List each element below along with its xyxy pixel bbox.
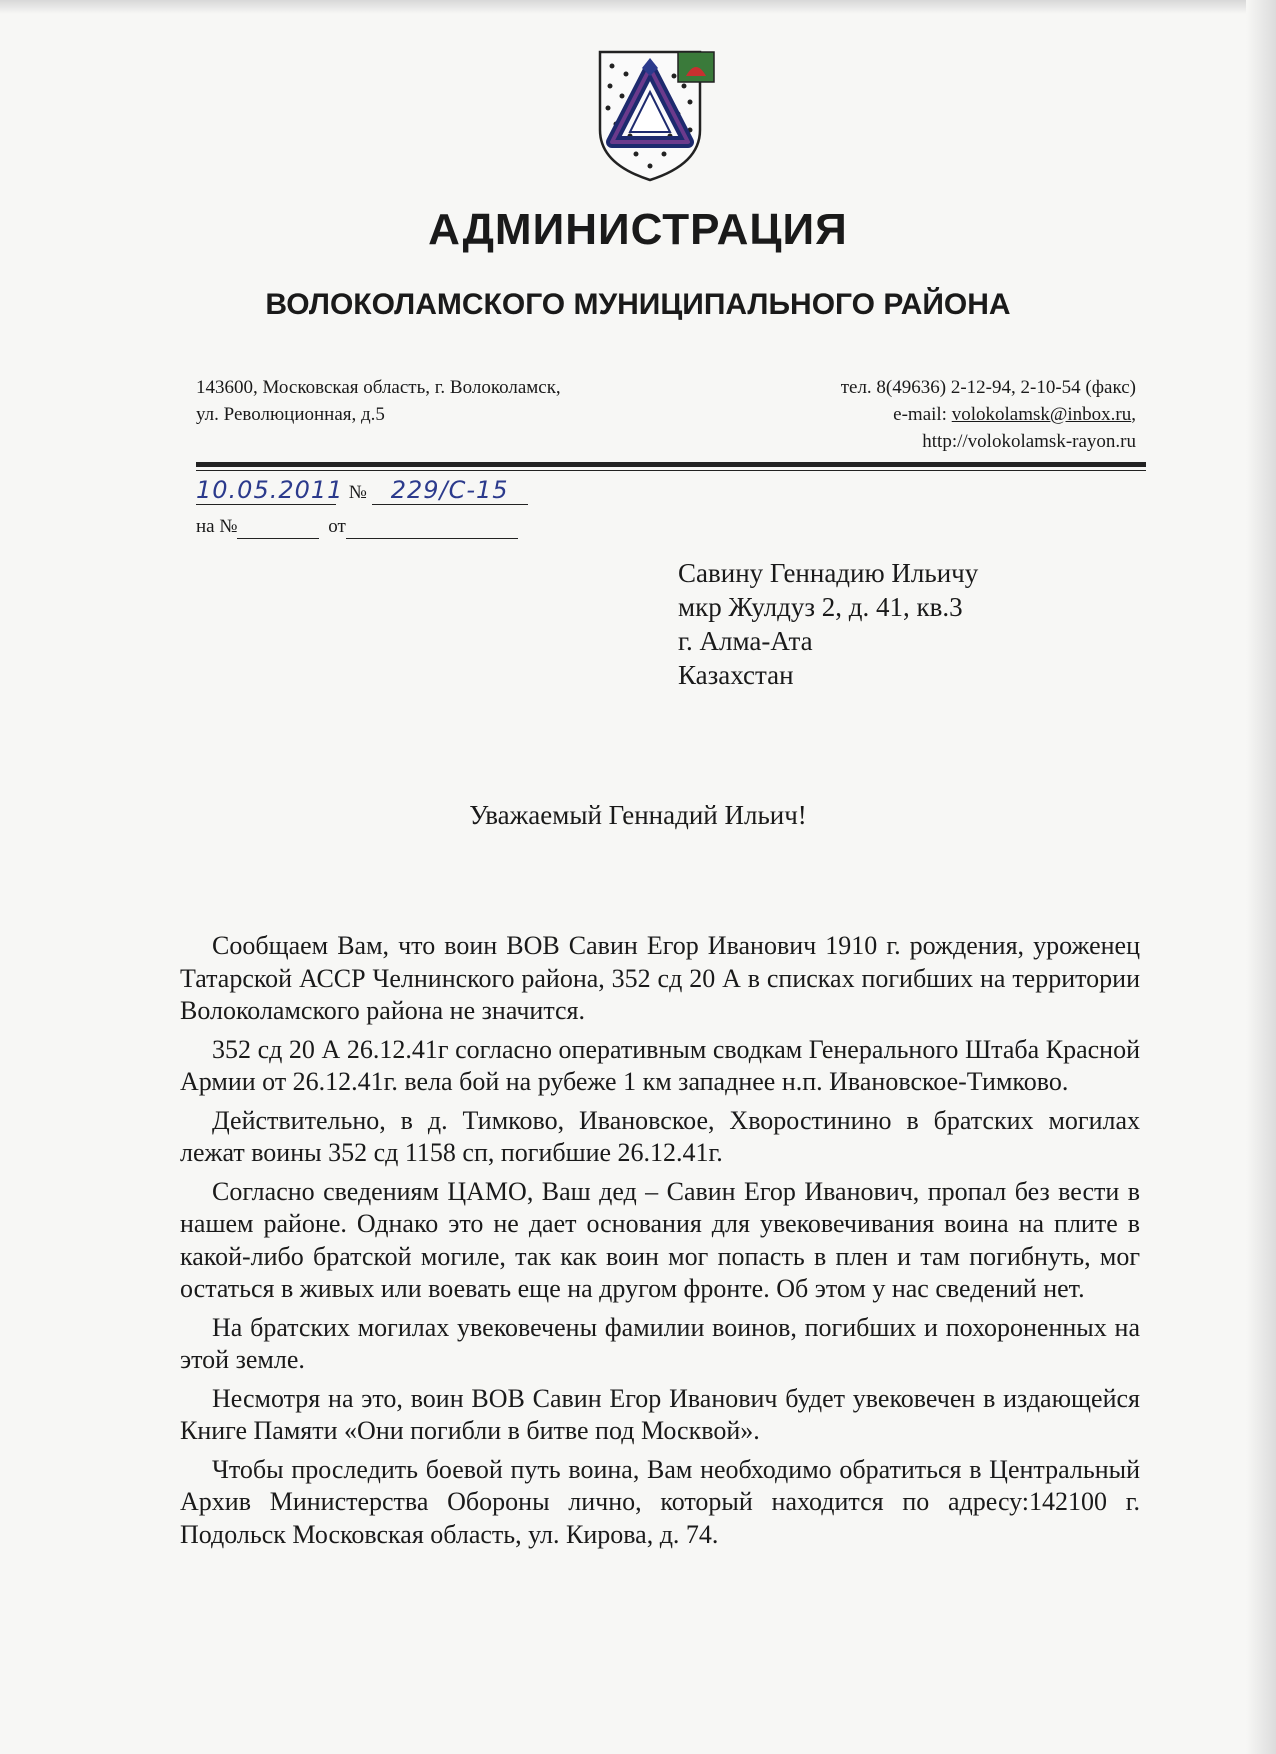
email-label: e-mail: bbox=[893, 404, 952, 425]
org-subtitle: ВОЛОКОЛАМСКОГО МУНИЦИПАЛЬНОГО РАЙОНА bbox=[265, 288, 1011, 321]
incoming-reference bbox=[196, 516, 518, 539]
salutation: Уважаемый Геннадий Ильич! bbox=[469, 800, 807, 830]
recipient-city: г. Алма-Ата bbox=[678, 626, 813, 656]
website-link[interactable]: http://volokolamsk-rayon.ru bbox=[922, 431, 1136, 452]
email-link[interactable]: volokolamsk@inbox.ru bbox=[951, 404, 1132, 425]
scan-edge-top bbox=[0, 0, 1276, 14]
recipient-block bbox=[678, 556, 978, 692]
recipient-name: Савину Геннадию Ильичу bbox=[678, 558, 979, 588]
reply-number-blank bbox=[237, 516, 319, 539]
scan-edge-right bbox=[1246, 0, 1276, 1754]
number-label: № bbox=[348, 482, 367, 503]
header-divider-thick bbox=[196, 462, 1146, 467]
recipient-country: Казахстан bbox=[678, 660, 794, 690]
letter-body bbox=[180, 930, 1140, 1557]
reply-from-label: от bbox=[328, 516, 346, 537]
paragraph: Действительно, в д. Тимково, Ивановское, Хворостинино в братских могилах лежат воины 352 сд 1158 сп, погибшие 26.12.41г. bbox=[180, 1105, 1140, 1167]
recipient-street: мкр Жулдуз 2, д. 41, кв.3 bbox=[678, 592, 963, 622]
paragraph: Чтобы проследить боевой путь воина, Вам необходимо обратиться в Центральный Архив Министерства Обороны лично, который находится по адресу:142100 г. Подольск Московская область, ул. Кирова, д. 74. bbox=[180, 1454, 1140, 1549]
reply-number-label: на № bbox=[196, 516, 238, 537]
coat-of-arms-icon bbox=[586, 46, 730, 184]
postal-address bbox=[196, 374, 561, 428]
reply-date-blank bbox=[346, 516, 518, 539]
email-suffix: , bbox=[1131, 404, 1136, 425]
contact-info bbox=[841, 374, 1136, 455]
paragraph: Согласно сведениям ЦАМО, Ваш дед – Савин Егор Иванович, пропал без вести в нашем районе. Однако это не дает основания для увековечивания воина на плите в какой-либо братской могиле, так как воин мог попасть в плен и там погибнуть, мог остаться в живых или воевать еще на другом фронте. Об этом у нас сведений нет. bbox=[180, 1176, 1140, 1303]
letter-number: 229/С-15 bbox=[372, 476, 528, 505]
letter-date: 10.05.2011 bbox=[196, 476, 344, 504]
org-title: АДМИНИСТРАЦИЯ bbox=[428, 205, 848, 254]
address-line-1: 143600, Московская область, г. Волоколамск, bbox=[196, 377, 561, 398]
paragraph: Несмотря на это, воин ВОВ Савин Егор Иванович будет увековечен в издающейся Книге Памяти «Они погибли в битве под Москвой». bbox=[180, 1383, 1140, 1445]
header-divider-thin bbox=[196, 470, 1146, 471]
email-line bbox=[841, 401, 1136, 428]
address-line-2: ул. Революционная, д.5 bbox=[196, 404, 385, 425]
paragraph: Сообщаем Вам, что воин ВОВ Савин Егор Иванович 1910 г. рождения, уроженец Татарской АССР Челнинского района, 352 сд 20 А в списках погибших на территории Волоколамского района не значится. bbox=[180, 931, 1140, 1025]
outgoing-reference bbox=[196, 476, 528, 505]
paragraph: На братских могилах увековечены фамилии воинов, погибших и похороненных на этой земле. bbox=[180, 1312, 1140, 1374]
paragraph: 352 сд 20 А 26.12.41г согласно оперативным сводкам Генерального Штаба Красной Армии от 26.12.41г. вела бой на рубеже 1 км западнее н.п. Ивановское-Тимково. bbox=[180, 1034, 1140, 1096]
phone-line: тел. 8(49636) 2-12-94, 2-10-54 (факс) bbox=[840, 377, 1136, 398]
